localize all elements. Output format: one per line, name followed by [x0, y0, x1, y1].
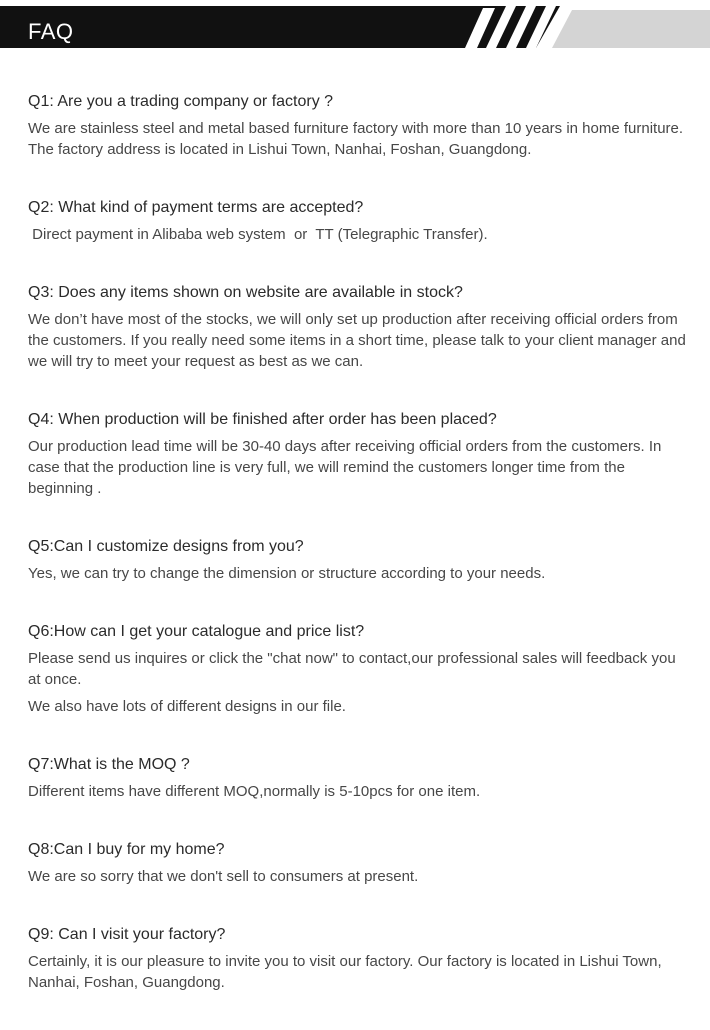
faq-item [28, 91, 688, 160]
faq-question: Q8:Can I buy for my home? [28, 841, 225, 858]
faq-item [28, 754, 688, 802]
faq-item [28, 409, 688, 499]
faq-item [28, 197, 688, 245]
faq-answer: We are stainless steel and metal based furniture factory with more than 10 years in home furniture. The factory address is located in Lishui Town, Nanhai, Foshan, Guangdong. [28, 120, 687, 158]
page-title: FAQ [28, 19, 74, 44]
faq-header-banner [0, 0, 710, 60]
faq-answer: Different items have different MOQ,normally is 5-10pcs for one item. [28, 783, 481, 800]
faq-question: Q4: When production will be finished after order has been placed? [28, 411, 497, 428]
faq-question: Q2: What kind of payment terms are accepted? [28, 199, 364, 216]
faq-question: Q1: Are you a trading company or factory ? [28, 93, 334, 110]
faq-item [28, 621, 688, 717]
faq-answer: Our production lead time will be 30-40 days after receiving official orders from the customers. In case that the production line is very full, we will remind the customers longer time from the beginning . [28, 438, 666, 497]
faq-item [28, 282, 688, 372]
faq-answer: We are so sorry that we don't sell to consumers at present. [28, 868, 419, 885]
faq-question: Q3: Does any items shown on website are available in stock? [28, 284, 463, 301]
header-stripes-graphic [0, 0, 710, 60]
faq-question: Q7:What is the MOQ ? [28, 756, 190, 773]
faq-answer: Yes, we can try to change the dimension or structure according to your needs. [28, 565, 546, 582]
faq-question: Q9: Can I visit your factory? [28, 926, 226, 943]
faq-list [28, 91, 688, 1030]
faq-item [28, 839, 688, 887]
faq-answer: We don’t have most of the stocks, we will only set up production after receiving official orders from the customers. If you really need some items in a short time, please talk to your client manager and we will try to meet your request as best as we can. [28, 311, 690, 370]
faq-item [28, 536, 688, 584]
faq-item [28, 924, 688, 993]
faq-answer: Certainly, it is our pleasure to invite you to visit our factory. Our factory is located in Lishui Town, Nanhai, Foshan, Guangdong. [28, 953, 666, 991]
faq-question: Q6:How can I get your catalogue and price list? [28, 623, 365, 640]
faq-question: Q5:Can I customize designs from you? [28, 538, 304, 555]
faq-answer: Please send us inquires or click the "chat now" to contact,our professional sales will feedback you at once. [28, 650, 680, 688]
faq-answer: Direct payment in Alibaba web system or TT (Telegraphic Transfer). [28, 226, 488, 243]
faq-answer: We also have lots of different designs in our file. [28, 698, 346, 715]
